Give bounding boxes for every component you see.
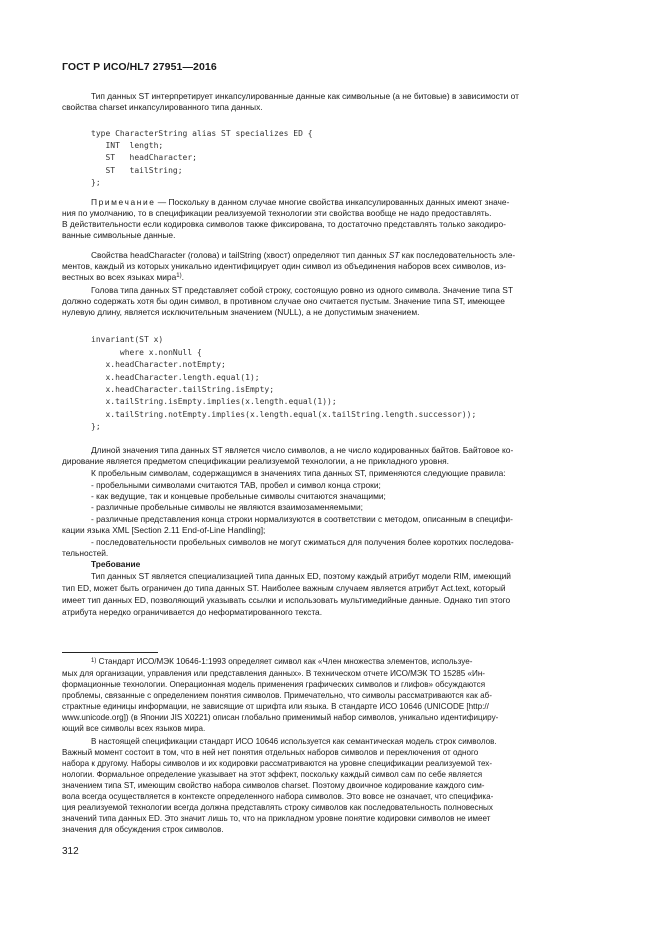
footnote-line: www.unicode.org]) (в Японии JIS X0221) описан глобально применимый набор символов, уникально идентифициру-	[62, 713, 499, 722]
paragraph-line: Длиной значения типа данных ST является число символов, а не число кодированных байтов. Байтовое ко-	[91, 445, 514, 455]
text-span: как последовательность эле-	[399, 250, 516, 260]
italic-term: ST	[388, 250, 400, 260]
code-line: x.headCharacter.tailString.isEmpty;	[91, 385, 275, 394]
text-span: вестных во всех языках мира	[62, 272, 177, 282]
footnote-line: проблемы, связанные с определением понятия символов. Примечательно, что символы рассматриваются как аб-	[62, 691, 492, 700]
footnote-line: значений типа данных ED. Это значит лишь то, что на прикладном уровне понятие кодировки символов не имеет	[62, 814, 491, 823]
rule-item: - пробельными символами считаются TAB, пробел и символ конца строки;	[91, 480, 381, 490]
footnote-line: значения для обсуждения строк символов.	[62, 825, 224, 834]
footnote-line: значением типа ST, имеющим свойство набора символов charset. Поэтому двоичное кодирование каждого сим-	[62, 781, 485, 790]
code-line: x.tailString.notEmpty.implies(x.length.equal(x.tailString.length.successor));	[91, 410, 477, 419]
note-dash: —	[155, 197, 169, 207]
code-line: INT length;	[91, 141, 164, 150]
footnote-line: формационные технологии. Операционная модель применения графических символов и глифов» обсуждаются	[62, 680, 486, 689]
rule-item: - как ведущие, так и концевые пробельные символы считаются значащими;	[91, 491, 386, 501]
footnote-ref[interactable]: 1)	[176, 273, 182, 279]
footnote-divider	[62, 652, 158, 653]
text-span: Стандарт ИСО/МЭК 10646-1:1993 определяет символ как «Член множества элементов, используе-	[96, 657, 473, 666]
paragraph-line	[62, 272, 184, 283]
paragraph-line	[91, 250, 515, 261]
document-header: ГОСТ Р ИСО/HL7 27951—2016	[62, 61, 217, 73]
code-line: x.headCharacter.length.equal(1);	[91, 373, 260, 382]
footnote-line: ющий все символы всех языков мира.	[62, 724, 206, 733]
note-line: ванные символьные данные.	[62, 230, 176, 240]
note-line: В действительности если кодировка символов также фиксирована, то достаточно представлять только закодиро-	[62, 219, 506, 229]
note-line: ния по умолчанию, то в спецификации реализуемой технологии эти свойства вообще не надо предоставлять.	[62, 208, 492, 218]
footnote-line: В настоящей спецификации стандарт ИСО 10646 используется как семантическая модель строк символов.	[91, 737, 497, 746]
note-line	[91, 197, 509, 208]
rule-item: тельностей.	[62, 548, 109, 558]
text-span: .	[181, 272, 184, 282]
paragraph-line: Тип данных ST интерпретирует инкапсулированные данные как символьные (а не битовые) в зависимости от	[91, 91, 519, 101]
footnote-line: мых для организации, управления или представления данных». В техническом отчете ИСО/МЭК ТО 15285 «Ин-	[62, 669, 485, 678]
code-line: ST tailString;	[91, 166, 183, 175]
code-line: type CharacterString alias ST specializes ED {	[91, 129, 313, 138]
footnote-line: Важный момент состоит в том, что в ней нет понятия отдельных наборов символов и переключения от одного	[62, 748, 479, 757]
requirement-line: имеет тип данных ED, позволяющий указывать ссылки и использовать мультимедийные данные. Однако тип этого	[62, 595, 511, 605]
code-line: invariant(ST x)	[91, 335, 164, 344]
code-line: x.headCharacter.notEmpty;	[91, 360, 226, 369]
requirement-line: Тип данных ST является специализацией типа данных ED, поэтому каждый атрибут модели RIM, имеющий	[91, 571, 511, 581]
rule-item: кации языка XML [Section 2.11 End-of-Line Handling];	[62, 525, 266, 535]
paragraph-line: дирование является предметом спецификации реализуемой технологии, а не прикладного уровня.	[62, 456, 449, 466]
footnote-line	[91, 657, 472, 667]
text-span: Свойства headCharacter (голова) и tailString (хвост) определяют тип данных	[91, 250, 389, 260]
footnote-line: страктные единицы информации, не зависящие от шрифта или языка. В стандарте ИСО 10646 (UNICODE [http://	[62, 702, 489, 711]
note-text: Поскольку в данном случае многие свойства инкапсулированных данных имеют значе-	[168, 197, 510, 207]
footnote-line: нологии. Формальное определение указывает на этот эффект, поскольку каждый символ сам по себе является	[62, 770, 483, 779]
footnote-mark: 1)	[91, 658, 97, 664]
code-line: };	[91, 178, 101, 187]
paragraph-line: Голова типа данных ST представляет собой строку, состоящую ровно из одного символа. Значение типа ST	[91, 285, 513, 295]
paragraph-line: должно содержать хотя бы один символ, в противном случае оно считается пустым. Значение типа ST, имеющее	[62, 296, 505, 306]
requirement-heading: Требование	[91, 559, 141, 569]
requirement-line: атрибута нередко ограничивается до неформатированного текста.	[62, 607, 323, 617]
rule-item: - различные представления конца строки нормализуются в соответствии с методом, описанным в специфи-	[91, 514, 513, 524]
code-line: ST headCharacter;	[91, 153, 197, 162]
code-line: };	[91, 422, 101, 431]
note-label: Примечание	[91, 197, 156, 207]
footnote-line: вола всегда осуществляется в контексте определенного набора символов. Это вовсе не означает, что специфика-	[62, 792, 494, 801]
paragraph-line: нулевую длину, является исключительным значением (NULL), а не допустимым значением.	[62, 307, 420, 317]
rule-item: - различные пробельные символы не являются взаимозаменяемыми;	[91, 502, 363, 512]
requirement-line: тип ED, может быть ограничен до типа данных ST. Наиболее важным случаем является атрибут Act.text, который	[62, 583, 506, 593]
page-number: 312	[62, 846, 79, 857]
paragraph-line: свойства charset инкапсулированного типа данных.	[62, 102, 263, 112]
paragraph-line: К пробельным символам, содержащимся в значениях типа данных ST, применяются следующие правила:	[91, 468, 506, 478]
footnote-line: ция реализуемой технологии всегда должна представлять строку символов как последовательность полновесных	[62, 803, 493, 812]
rule-item: - последовательности пробельных символов не могут сжиматься для получения более коротких последова-	[91, 537, 514, 547]
code-line: x.tailString.isEmpty.implies(x.length.equal(1));	[91, 397, 337, 406]
code-line: where x.nonNull {	[91, 348, 202, 357]
paragraph-line: ментов, каждый из которых уникально идентифицирует один символ из объединения наборов всех символов, из-	[62, 261, 506, 271]
footnote-line: набора к другому. Наборы символов и их кодировки рассматриваются на уровне спецификации реализуемой тех-	[62, 759, 493, 768]
